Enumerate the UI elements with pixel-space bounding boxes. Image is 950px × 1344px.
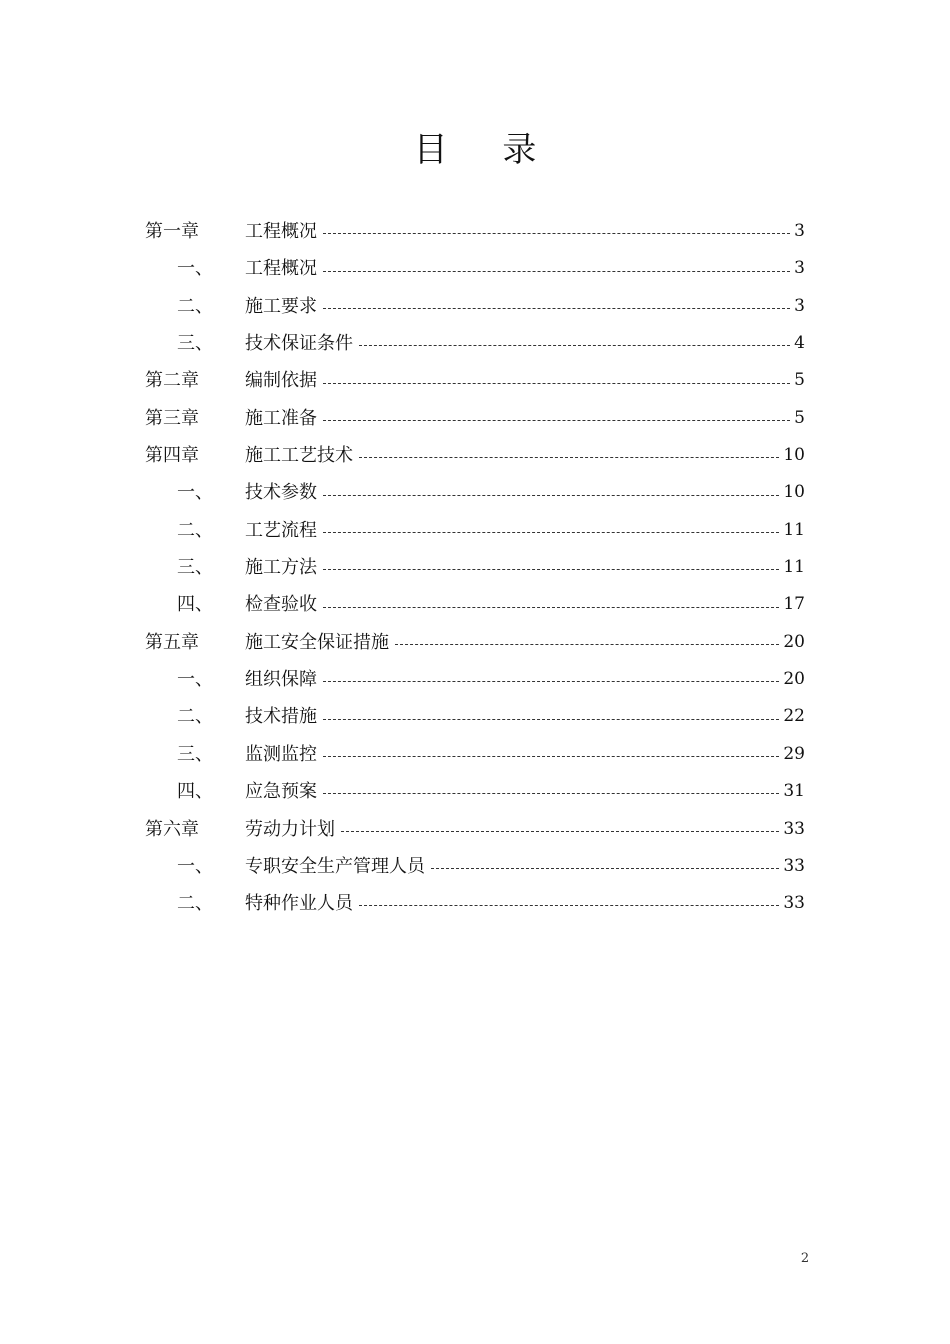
toc-entry-line: [245, 250, 805, 287]
toc-entry-page: 11: [783, 519, 805, 540]
toc-entry[interactable]: [0, 362, 950, 399]
toc-entry-page: 5: [794, 407, 805, 428]
toc-entry-title: 技术参数: [245, 482, 317, 504]
toc-dot-leader: [323, 271, 790, 272]
toc-entry-number: 二、: [177, 519, 213, 541]
toc-entry[interactable]: [0, 773, 950, 810]
toc-entry-title: 施工方法: [245, 557, 317, 579]
toc-entry-number: 四、: [177, 594, 213, 616]
toc-entry-number: 二、: [177, 706, 213, 728]
toc-entry[interactable]: [0, 437, 950, 474]
toc-entry-line: [245, 512, 805, 549]
toc-entry-title: 检查验收: [245, 594, 317, 616]
toc-dot-leader: [323, 756, 779, 757]
toc-dot-leader: [359, 905, 779, 906]
toc-entry-line: [245, 661, 805, 698]
toc-entry-page: 20: [783, 631, 805, 652]
toc-entry-number: 第六章: [145, 818, 199, 840]
table-of-contents: [0, 213, 950, 923]
toc-entry-title: 施工准备: [245, 407, 317, 429]
toc-entry[interactable]: [0, 474, 950, 511]
toc-entry-line: [245, 437, 805, 474]
toc-entry-number: 三、: [177, 333, 213, 355]
toc-entry-number: 第四章: [145, 445, 199, 467]
toc-entry[interactable]: [0, 250, 950, 287]
toc-entry-number: 二、: [177, 295, 213, 317]
toc-entry[interactable]: [0, 325, 950, 362]
toc-entry[interactable]: [0, 736, 950, 773]
toc-entry-number: 四、: [177, 781, 213, 803]
toc-entry[interactable]: [0, 661, 950, 698]
toc-dot-leader: [323, 308, 790, 309]
toc-entry-title: 施工工艺技术: [245, 445, 353, 467]
toc-dot-leader: [323, 532, 779, 533]
toc-entry-page: 22: [783, 706, 805, 727]
toc-entry[interactable]: [0, 624, 950, 661]
toc-entry-title: 技术保证条件: [245, 333, 353, 355]
toc-entry-title: 组织保障: [245, 669, 317, 691]
toc-entry[interactable]: [0, 848, 950, 885]
toc-entry-line: [245, 549, 805, 586]
toc-entry-line: [245, 474, 805, 511]
toc-entry-title: 技术措施: [245, 706, 317, 728]
toc-entry-line: [245, 848, 805, 885]
toc-entry-line: [245, 362, 805, 399]
toc-entry-number: 一、: [177, 258, 213, 280]
toc-entry-number: 三、: [177, 743, 213, 765]
toc-entry-line: [245, 885, 805, 922]
toc-dot-leader: [359, 457, 779, 458]
toc-entry-line: [245, 736, 805, 773]
toc-dot-leader: [323, 607, 779, 608]
toc-entry-page: 4: [794, 333, 805, 354]
toc-dot-leader: [323, 719, 779, 720]
toc-entry-page: 20: [783, 669, 805, 690]
toc-entry-title: 工程概况: [245, 258, 317, 280]
toc-dot-leader: [341, 831, 779, 832]
toc-entry-title: 应急预案: [245, 781, 317, 803]
toc-entry-line: [245, 288, 805, 325]
toc-entry-line: [245, 624, 805, 661]
toc-entry-number: 一、: [177, 855, 213, 877]
toc-entry-page: 29: [783, 743, 805, 764]
toc-entry-number: 第五章: [145, 631, 199, 653]
toc-entry-title: 施工要求: [245, 295, 317, 317]
toc-entry-line: [245, 325, 805, 362]
toc-entry-title: 施工安全保证措施: [245, 631, 389, 653]
toc-dot-leader: [431, 868, 779, 869]
toc-entry-title: 工艺流程: [245, 519, 317, 541]
toc-entry-title: 专职安全生产管理人员: [245, 855, 425, 877]
toc-entry-title: 特种作业人员: [245, 893, 353, 915]
toc-entry-number: 三、: [177, 557, 213, 579]
toc-entry-number: 第二章: [145, 370, 199, 392]
toc-entry-page: 10: [783, 482, 805, 503]
toc-entry-line: [245, 586, 805, 623]
toc-entry[interactable]: [0, 698, 950, 735]
toc-entry-number: 二、: [177, 893, 213, 915]
toc-entry-page: 3: [794, 295, 805, 316]
toc-dot-leader: [323, 420, 790, 421]
toc-entry-number: 一、: [177, 482, 213, 504]
toc-entry-title: 监测监控: [245, 743, 317, 765]
toc-entry-page: 31: [783, 781, 805, 802]
toc-entry-number: 第一章: [145, 221, 199, 242]
toc-entry[interactable]: [0, 512, 950, 549]
toc-entry-line: [245, 213, 805, 250]
toc-entry-page: 3: [794, 221, 805, 241]
toc-entry[interactable]: [0, 885, 950, 922]
toc-dot-leader: [323, 793, 779, 794]
toc-entry[interactable]: [0, 288, 950, 325]
toc-entry[interactable]: [0, 586, 950, 623]
toc-entry-page: 11: [783, 557, 805, 578]
toc-dot-leader: [323, 681, 779, 682]
toc-entry-page: 33: [783, 855, 805, 876]
toc-entry[interactable]: [0, 400, 950, 437]
toc-entry-line: [245, 811, 805, 848]
toc-entry-line: [245, 400, 805, 437]
toc-entry-line: [245, 698, 805, 735]
toc-dot-leader: [323, 383, 790, 384]
page-title: 目 录: [413, 130, 559, 170]
toc-dot-leader: [359, 345, 790, 346]
toc-dot-leader: [323, 495, 779, 496]
toc-entry-page: 33: [783, 893, 805, 914]
toc-entry-title: 工程概况: [245, 221, 317, 242]
toc-entry-page: 33: [783, 818, 805, 839]
toc-entry-page: 3: [794, 258, 805, 279]
toc-entry[interactable]: [0, 213, 950, 250]
toc-entry-title: 劳动力计划: [245, 818, 335, 840]
toc-entry-page: 10: [783, 445, 805, 466]
toc-dot-leader: [323, 233, 790, 234]
toc-entry-number: 第三章: [145, 407, 199, 429]
toc-entry-page: 17: [783, 594, 805, 615]
toc-entry[interactable]: [0, 549, 950, 586]
page-number: 2: [800, 1251, 810, 1266]
toc-entry-number: 一、: [177, 669, 213, 691]
toc-entry-title: 编制依据: [245, 370, 317, 392]
toc-entry[interactable]: [0, 811, 950, 848]
toc-dot-leader: [323, 569, 779, 570]
toc-entry-line: [245, 773, 805, 810]
toc-dot-leader: [395, 644, 779, 645]
toc-entry-page: 5: [794, 370, 805, 391]
